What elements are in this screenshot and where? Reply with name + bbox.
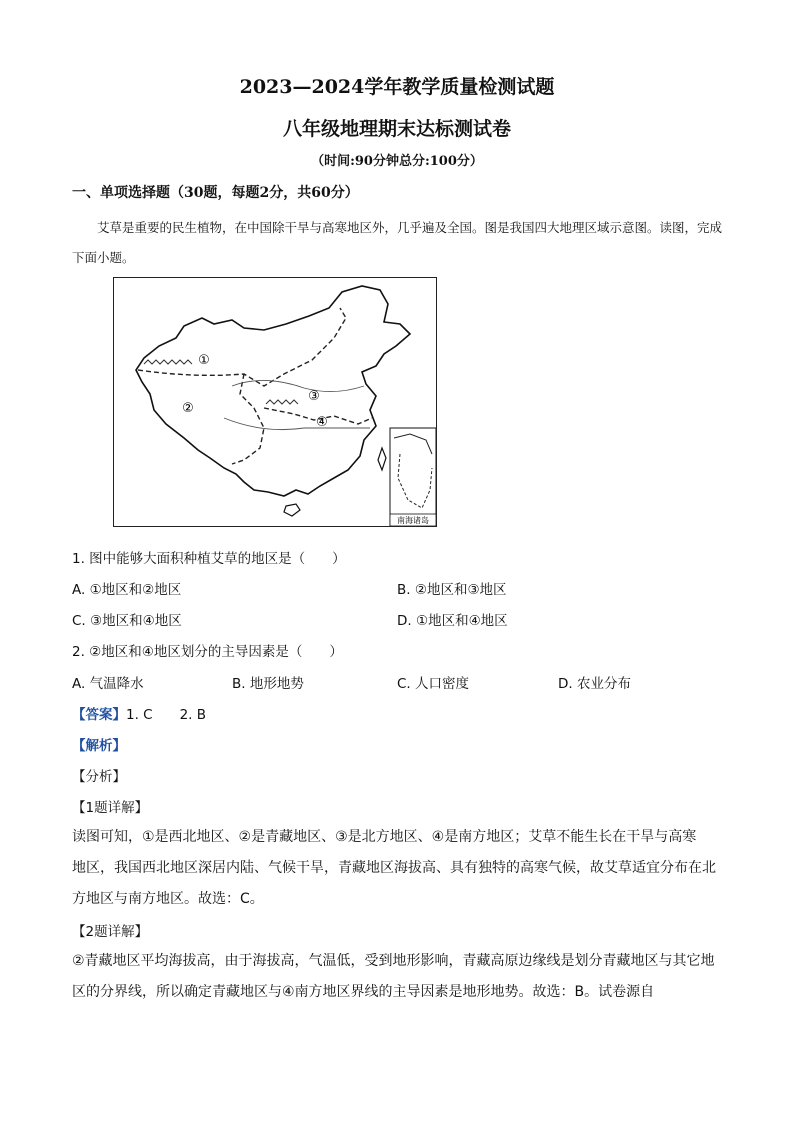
boundary-qinghai-tibet [232, 374, 264, 464]
mountain-qinling [266, 400, 298, 404]
exam-subtitle: 八年级地理期末达标测试卷 [282, 118, 511, 140]
answer-line [72, 703, 206, 723]
region-label-4: ④ [316, 415, 328, 430]
exam-title: 2023—2024学年教学质量检测试题 [239, 76, 555, 98]
region-label-2: ② [182, 401, 194, 416]
answer-text: 1. C 2. B [126, 707, 207, 723]
question-1-option-b: B. ②地区和③地区 [397, 582, 507, 598]
taiwan-island [378, 448, 386, 470]
question-2-option-b: B. 地形地势 [232, 676, 304, 692]
exam-info: （时间:90分钟总分:100分） [311, 154, 483, 169]
detail-1-line-1: 读图可知，①是西北地区、②是青藏地区、③是北方地区、④是南方地区；艾草不能生长在干旱与高寒 [72, 829, 697, 845]
detail-1-label: 【1题详解】 [72, 800, 149, 816]
china-outline [136, 286, 410, 496]
intro-text: 艾草是重要的民生植物，在中国除干旱与高寒地区外，几乎遍及全国。图是我国四大地理区域示意图。读图，完成下面小题。 [72, 220, 723, 265]
fenxi-label: 【分析】 [72, 769, 126, 785]
region-label-3: ③ [308, 389, 320, 404]
inset-box [390, 428, 436, 526]
inset-label: 南海诸岛 [397, 516, 429, 525]
question-2-stem: 2. ②地区和④地区划分的主导因素是（ ） [72, 644, 343, 660]
boundary-northwest [138, 308, 346, 386]
detail-2-label: 【2题详解】 [72, 924, 149, 940]
river-yellow [232, 380, 364, 391]
analysis-label: 【解析】 [72, 738, 126, 754]
river-yangtze [224, 418, 370, 430]
map-graphic [114, 278, 436, 526]
question-1-option-c: C. ③地区和④地区 [72, 613, 182, 629]
detail-2-line-1: ②青藏地区平均海拔高，由于海拔高，气温低，受到地形影响，青藏高原边缘线是划分青藏地区与其它地 [72, 953, 715, 969]
detail-2-line-2: 区的分界线，所以确定青藏地区与④南方地区界线的主导因素是地形地势。故选：B。试卷源自 [72, 984, 655, 1000]
question-1-stem: 1. 图中能够大面积种植艾草的地区是（ ） [72, 551, 346, 567]
question-2-option-a: A. 气温降水 [72, 676, 144, 692]
section-title: 一、单项选择题（30题，每题2分，共60分） [72, 185, 359, 201]
question-1-option-a: A. ①地区和②地区 [72, 582, 182, 598]
question-2-option-d: D. 农业分布 [558, 676, 631, 692]
answer-label: 【答案】 [72, 707, 126, 723]
region-label-1: ① [198, 353, 210, 368]
hainan-island [284, 504, 300, 516]
question-2-option-c: C. 人口密度 [397, 676, 470, 692]
detail-1-line-2: 地区，我国西北地区深居内陆、气候干旱，青藏地区海拔高、具有独特的高寒气候，故艾草适宜分布在北 [72, 860, 716, 876]
question-1-option-d: D. ①地区和④地区 [397, 613, 508, 629]
mountain-tianshan [144, 360, 192, 364]
detail-1-line-3: 方地区与南方地区。故选：C。 [72, 891, 264, 907]
china-region-map [113, 277, 437, 527]
